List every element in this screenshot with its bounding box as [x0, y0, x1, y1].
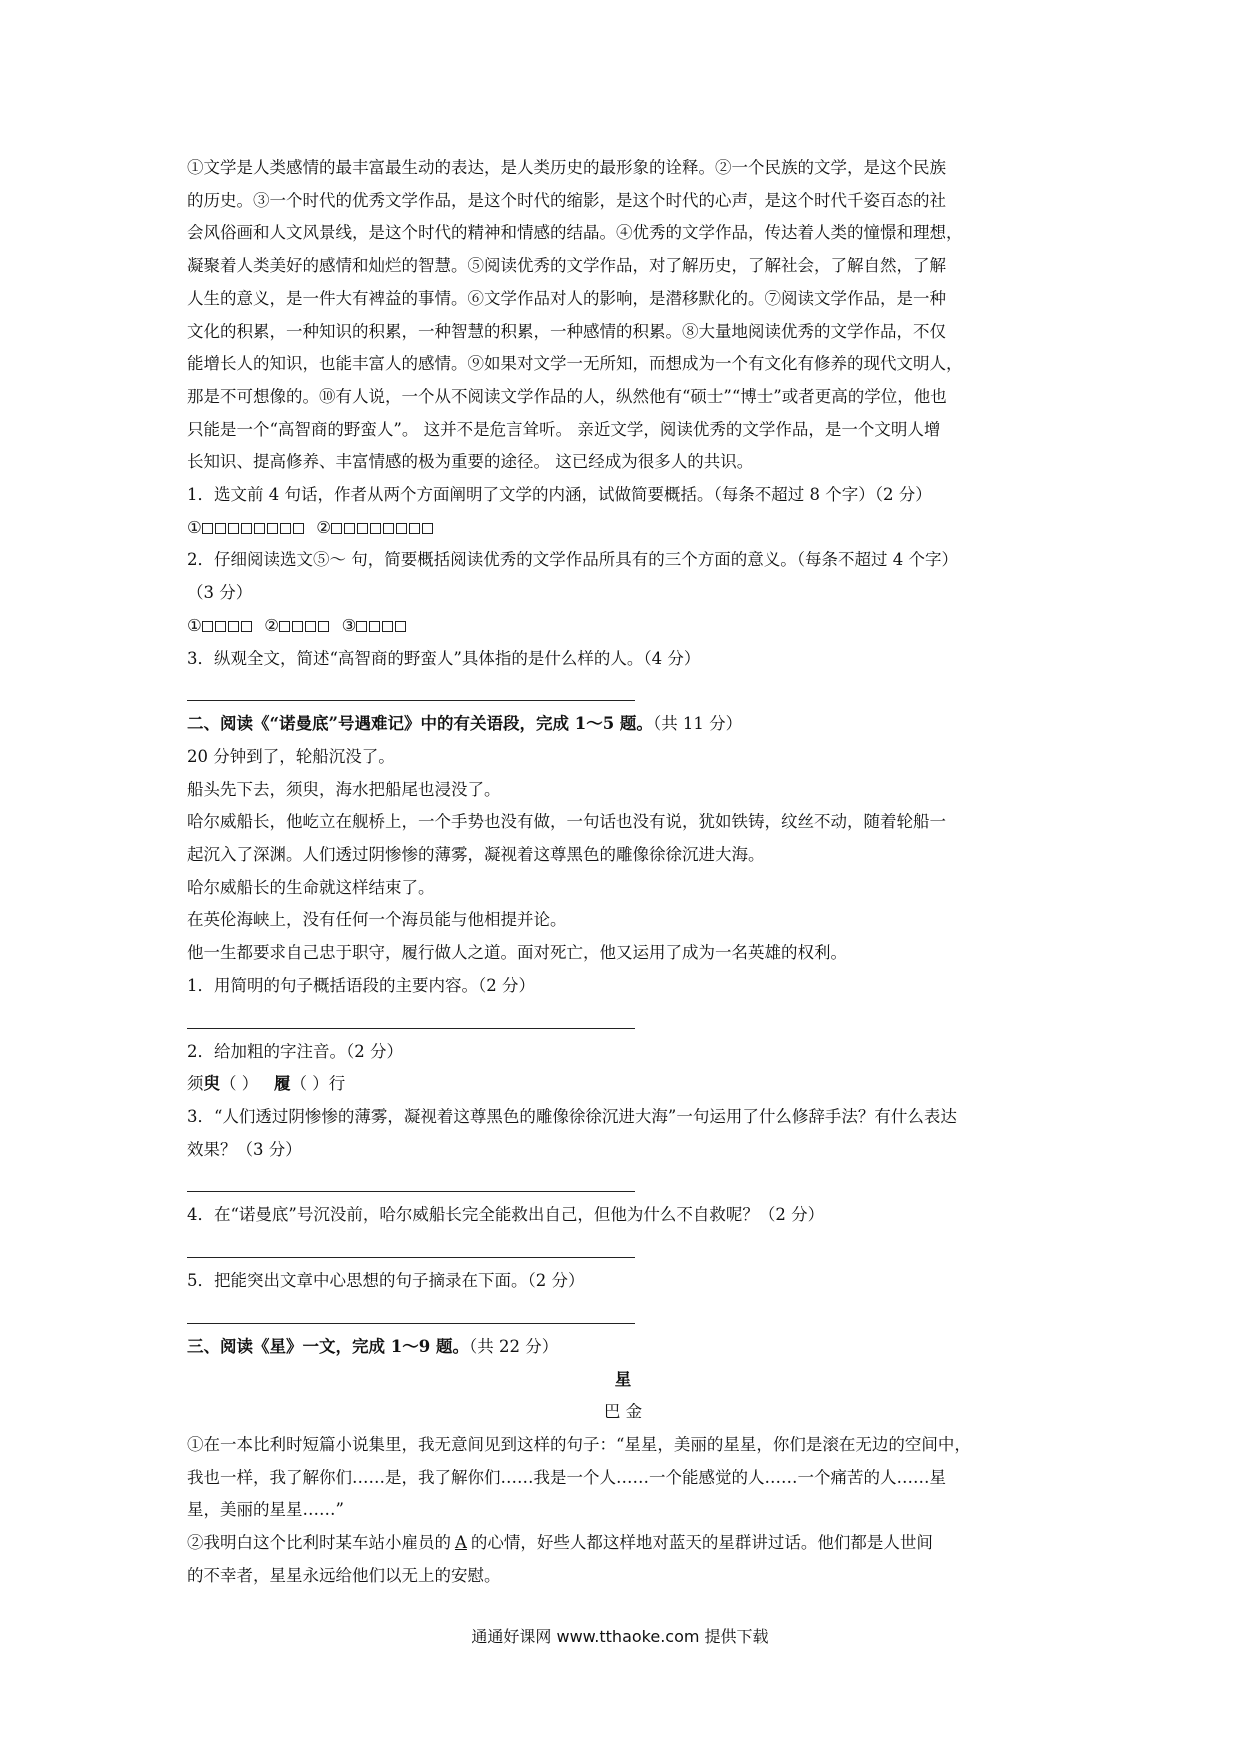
answer-boxes[interactable] — [356, 616, 408, 635]
passage-line: 的不幸者，星星永远给他们以无上的安慰。 — [187, 1565, 501, 1585]
passage-line: 我也一样，我了解你们……是，我了解你们……我是一个人……一个能感觉的人……一个痛苦的人……星 — [187, 1467, 946, 1487]
passage-line: 会风俗画和人文风景线，是这个时代的精神和情感的结晶。④优秀的文学作品，传达着人类的憧憬和理想， — [187, 223, 963, 243]
passage-literature — [187, 152, 1059, 479]
passage-line: 星，美丽的星星……” — [187, 1500, 344, 1520]
answer-label: ① — [187, 615, 202, 635]
passage-line: 能增长人的知识，也能丰富人的感情。⑨如果对文学一无所知，而想成为一个有文化有修养的现代文明人， — [187, 354, 963, 374]
answer-line[interactable] — [187, 1232, 1059, 1265]
answer-label: ③ — [341, 615, 357, 635]
section-heading-text: 三、阅读《星》一文，完成 1～9 题。 — [187, 1336, 469, 1356]
passage-line: 船头先下去，须臾，海水把船尾也浸没了。 — [187, 779, 501, 799]
text-span: ②我明白这个比利时某车站小雇员的 — [187, 1533, 451, 1553]
section-3-heading — [187, 1331, 1059, 1364]
section-2-question-1: 1．用简明的句子概括语段的主要内容。（2 分） — [187, 975, 535, 995]
passage-line: 人生的意义，是一件大有裨益的事情。⑥文学作品对人的影响，是潜移默化的。⑦阅读文学作品，是一种 — [187, 288, 946, 308]
question-1: 1．选文前 4 句话，作者从两个方面阐明了文学的内涵，试做简要概括。（每条不超过 8 个字）（2 分） — [187, 485, 932, 505]
passage-line — [187, 1527, 1059, 1560]
pinyin-items — [187, 1068, 1059, 1101]
answer-boxes[interactable] — [279, 616, 331, 635]
answer-label: ① — [187, 517, 202, 537]
answer-boxes[interactable] — [202, 518, 306, 537]
section-2-question-5: 5．把能突出文章中心思想的句子摘录在下面。（2 分） — [187, 1271, 585, 1291]
passage-line: ①在一本比利时短篇小说集里，我无意间见到这样的句子：“星星，美丽的星星，你们是滚在无边的空间中， — [187, 1434, 971, 1454]
passage-line: 只能是一个“高智商的野蛮人”。 这并不是危言耸听。 亲近文学，阅读优秀的文学作品，是一个文明人增 — [187, 419, 941, 439]
section-2-question-2: 2．给加粗的字注音。（2 分） — [187, 1041, 403, 1061]
passage-line: 的历史。③一个时代的优秀文学作品，是这个时代的缩影，是这个时代的心声，是这个时代千姿百态的社 — [187, 190, 946, 210]
passage-line: 凝聚着人类美好的感情和灿烂的智慧。⑤阅读优秀的文学作品，对了解历史，了解社会，了解自然，了解 — [187, 256, 946, 276]
passage-line: 那是不可想像的。⑩有人说，一个从不阅读文学作品的人，纵然他有“硕士”“博士”或者更高的学位，他也 — [187, 386, 947, 406]
passage-line: 起沉入了深渊。人们透过阴惨惨的薄雾，凝视着这尊黑色的雕像徐徐沉进大海。 — [187, 845, 765, 865]
word-part: 行 — [328, 1074, 346, 1094]
passage-line: ①文学是人类感情的最丰富最生动的表达，是人类历史的最形象的诠释。②一个民族的文学，是这个民族 — [187, 158, 946, 177]
section-2-question-3-cont: 效果？（3 分） — [187, 1139, 302, 1159]
pinyin-blank[interactable]: （ ） — [220, 1074, 259, 1094]
question-2-score: （3 分） — [187, 583, 253, 603]
answer-label: ② — [316, 517, 332, 537]
section-score: （共 22 分） — [468, 1336, 559, 1356]
section-2-question-3: 3．“人们透过阴惨惨的薄雾，凝视着这尊黑色的雕像徐徐沉进大海”一句运用了什么修辞手法？有什么表达 — [187, 1106, 957, 1126]
article-author: 巴 金 — [603, 1402, 643, 1422]
answer-line[interactable] — [187, 1166, 1059, 1199]
passage-line: 文化的积累，一种知识的积累，一种智慧的积累，一种感情的积累。⑧大量地阅读优秀的文学作品，不仅 — [187, 321, 946, 341]
page-footer: 通通好课网 www.tthaoke.com 提供下载 — [471, 1627, 769, 1646]
answer-line[interactable] — [187, 1298, 1059, 1331]
passage-line: 20 分钟到了，轮船沉没了。 — [187, 746, 395, 766]
question-2: 2．仔细阅读选文⑤～ 句，简要概括阅读优秀的文学作品所具有的三个方面的意义。（每条不超过 4 个字） — [187, 550, 958, 570]
bold-char: 履 — [274, 1074, 291, 1094]
passage-line: 长知识、提高修养、丰富情感的极为重要的途径。 这已经成为很多人的共识。 — [187, 452, 754, 472]
answer-row-q2 — [187, 610, 1059, 643]
answer-line[interactable] — [187, 675, 1059, 708]
word-part: 须 — [187, 1074, 204, 1094]
pinyin-blank[interactable]: （ ） — [290, 1074, 329, 1094]
text-span: 的心情，好些人都这样地对蓝天的星群讲过话。他们都是人世间 — [470, 1533, 933, 1553]
section-2-question-4: 4．在“诺曼底”号沉没前，哈尔威船长完全能救出自己，但他为什么不自救呢？（2 分） — [187, 1205, 825, 1225]
answer-label: ② — [264, 615, 280, 635]
question-3: 3．纵观全文，简述“高智商的野蛮人”具体指的是什么样的人。（4 分） — [187, 648, 701, 668]
passage-line: 哈尔威船长，他屹立在舰桥上，一个手势也没有做，一句话也没有说，犹如铁铸，纹丝不动，随着轮船一 — [187, 812, 946, 832]
section-2-heading — [187, 708, 1059, 741]
section-score: （共 11 分） — [652, 714, 743, 734]
section-heading-text: 二、阅读《“诺曼底”号遇难记》中的有关语段，完成 1～5 题。 — [187, 714, 653, 734]
article-title: 星 — [614, 1369, 632, 1389]
exam-page — [187, 152, 1059, 1592]
passage-line: 哈尔威船长的生命就这样结束了。 — [187, 877, 435, 897]
passage-line: 在英伦海峡上，没有任何一个海员能与他相提并论。 — [187, 910, 567, 930]
answer-boxes[interactable] — [331, 518, 435, 537]
fill-blank-a[interactable]: A — [455, 1533, 467, 1553]
passage-line: 他一生都要求自己忠于职守，履行做人之道。面对死亡，他又运用了成为一名英雄的权利。 — [187, 943, 847, 963]
answer-boxes[interactable] — [202, 616, 254, 635]
bold-char: 臾 — [203, 1074, 220, 1094]
answer-row-q1 — [187, 512, 1059, 545]
answer-line[interactable] — [187, 1003, 1059, 1036]
